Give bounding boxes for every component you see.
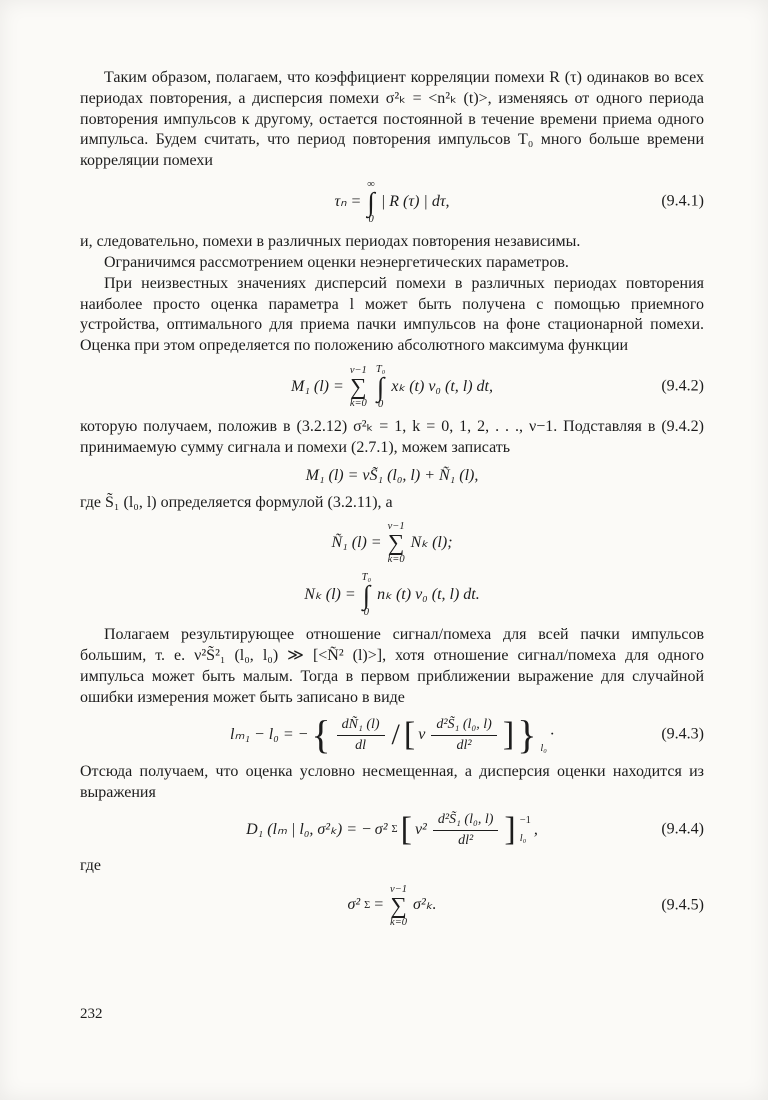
equation-number: (9.4.2): [661, 377, 704, 395]
page-number: 232: [80, 1006, 103, 1022]
fraction-d2s-dl2: $\frac{\text{d²S̃₁ (l₀, l)}}{\text{dl²}}$: [433, 811, 499, 849]
paragraph-7: Полагаем результирующее отношение сигнал/помеха для всей пачки импульсов большим, т. е. ν²S̃²₁ (l₀, l₀) ≫ [<Ñ² (l)>], хотя отношение сигнал/помеха для одного импульса может быть малым. Тогда в первом приближении выражение для случайной ошибки измерения может быть записано в виде: [80, 626, 704, 706]
equation-number: (9.4.3): [661, 726, 704, 744]
eq944-nu2: ν²: [414, 820, 427, 838]
integral-upper-limit: T₀: [375, 363, 386, 375]
equation-9-4-5: [80, 884, 704, 928]
eq943-lhs: lₘ₁ − l₀ = −: [230, 726, 309, 744]
sigma-squared: σ²: [374, 820, 388, 838]
sum-operator: [388, 521, 405, 565]
equation-number: (9.4.5): [661, 896, 704, 914]
sum-operator: [390, 884, 407, 928]
paragraph-2: и, следовательно, помехи в различных периодах повторения независимы.: [80, 233, 581, 251]
equation-9-4-3: [80, 712, 704, 758]
sigma-subscript: Σ: [364, 899, 371, 911]
trailing-comma: ,: [533, 820, 538, 838]
sum-upper-limit: ν−1: [387, 521, 405, 533]
brace-subscript: l₀: [540, 742, 547, 754]
eqn1-lhs: Ñ₁ (l) =: [331, 533, 382, 551]
right-bracket: ]: [504, 811, 516, 849]
eq941-lhs: τₙ =: [334, 192, 362, 210]
paragraph-4: При неизвестных значениях дисперсий помехи в различных периодах повторения наиболее просто оценка параметра l может быть получена с помощью приемного устройства, оптимального для приема пачки импульсов на фоне стационарной помехи. Оценка при этом определяется по положению абсолютного максимума функции: [80, 274, 704, 355]
division-slash: /: [391, 718, 400, 752]
sum-upper-limit: ν−1: [349, 365, 367, 377]
right-bracket: ]: [502, 716, 515, 754]
integral-upper-limit: T₀: [361, 572, 372, 584]
equation-9-4-4: [80, 811, 704, 849]
eq942-integrand: xₖ (t) v₀ (t, l) dt,: [391, 377, 493, 395]
paragraph-6: где S̃₁ (l₀, l) определяется формулой (3.2.11), а: [80, 494, 393, 512]
eqnk-lhs: Nₖ (l) =: [304, 585, 356, 603]
fraction-d2s-dl2: $\frac{\text{d²S̃₁ (l₀, l)}}{\text{dl²}}$: [431, 716, 497, 754]
sum-lower-limit: k=0: [387, 554, 405, 566]
sum-sign: ∑: [387, 530, 405, 556]
equation-number: (9.4.1): [661, 192, 704, 210]
left-bracket: [: [403, 716, 416, 754]
paragraph-5: которую получаем, положив в (3.2.12) σ²ₖ = 1, k = 0, 1, 2, . . ., ν−1. Подставляя в (9.4.2) принимаемую сумму сигнала и помехи (2.7.1), можем записать: [80, 418, 704, 456]
integral-sign: ∫: [376, 371, 385, 402]
equation-m1: [80, 466, 704, 487]
integral-lower-limit: 0: [363, 607, 370, 619]
left-brace: {: [311, 712, 331, 758]
sigma-squared: σ²: [347, 896, 361, 914]
eqnk-integrand: nₖ (t) v₀ (t, l) dt.: [377, 585, 480, 603]
integral-operator: [362, 572, 372, 618]
sum-lower-limit: k=0: [349, 397, 367, 409]
equation-nk: [80, 572, 704, 618]
equals-sign: =: [373, 896, 385, 914]
paragraph-9: где: [80, 857, 102, 875]
fraction-dn-dl: $\frac{\text{dÑ₁ (l)}}{dl}$: [337, 716, 385, 754]
sigma-subscript: Σ: [391, 824, 398, 836]
eq943-nu: ν: [418, 726, 426, 744]
integral-operator: [376, 364, 386, 410]
integral-lower-limit: 0: [377, 399, 384, 411]
page-content: [80, 68, 704, 935]
equation-n1: [80, 521, 704, 565]
equation-number: (9.4.4): [661, 820, 704, 838]
paragraph-1: Таким образом, полагаем, что коэффициент корреляции помехи R (τ) одинаков во всех периодах повторения, а дисперсия помехи σ²ₖ = <n²ₖ (t)>, изменяясь от одного периода повторения импульсов к другому, остается постоянной в течение времени приема одного импульса. Будем считать, что период повторения импульсов T₀ много больше времени корреляции помехи: [80, 69, 704, 170]
eq944-lhs: D₁ (lₘ | l₀, σ²ₖ) = −: [246, 820, 372, 838]
eq942-lhs: M₁ (l) =: [291, 377, 344, 395]
paragraph-8: Отсюда получаем, что оценка условно несмещенная, а дисперсия оценки находится из выражения: [80, 763, 704, 802]
integral-sign: ∫: [362, 580, 371, 611]
integral-lower-limit: 0: [368, 214, 374, 226]
eqn1-rhs: Nₖ (l);: [410, 533, 453, 551]
sum-upper-limit: ν−1: [390, 883, 408, 895]
eqm-text: M₁ (l) = νS̃₁ (l₀, l) + Ñ₁ (l),: [305, 466, 479, 484]
integral-upper-limit: ∞: [367, 178, 375, 190]
sum-operator: [350, 365, 367, 409]
eq945-rhs: σ²ₖ.: [413, 896, 437, 914]
sum-sign: ∑: [390, 892, 407, 918]
eq941-integrand: | R (τ) | dτ,: [380, 192, 450, 210]
equation-9-4-2: [80, 364, 704, 410]
bracket-supsub: −1 l₀: [519, 815, 531, 844]
right-brace: }: [517, 712, 537, 758]
sum-lower-limit: k=0: [390, 916, 408, 928]
end-dot: ·: [549, 726, 554, 744]
integral-operator: [367, 179, 375, 225]
integral-sign: ∫: [367, 187, 375, 217]
sum-sign: ∑: [350, 374, 367, 400]
paragraph-3: Ограничимся рассмотрением оценки неэнергетических параметров.: [104, 253, 569, 271]
equation-9-4-1: [80, 179, 704, 225]
left-bracket: [: [400, 811, 412, 849]
